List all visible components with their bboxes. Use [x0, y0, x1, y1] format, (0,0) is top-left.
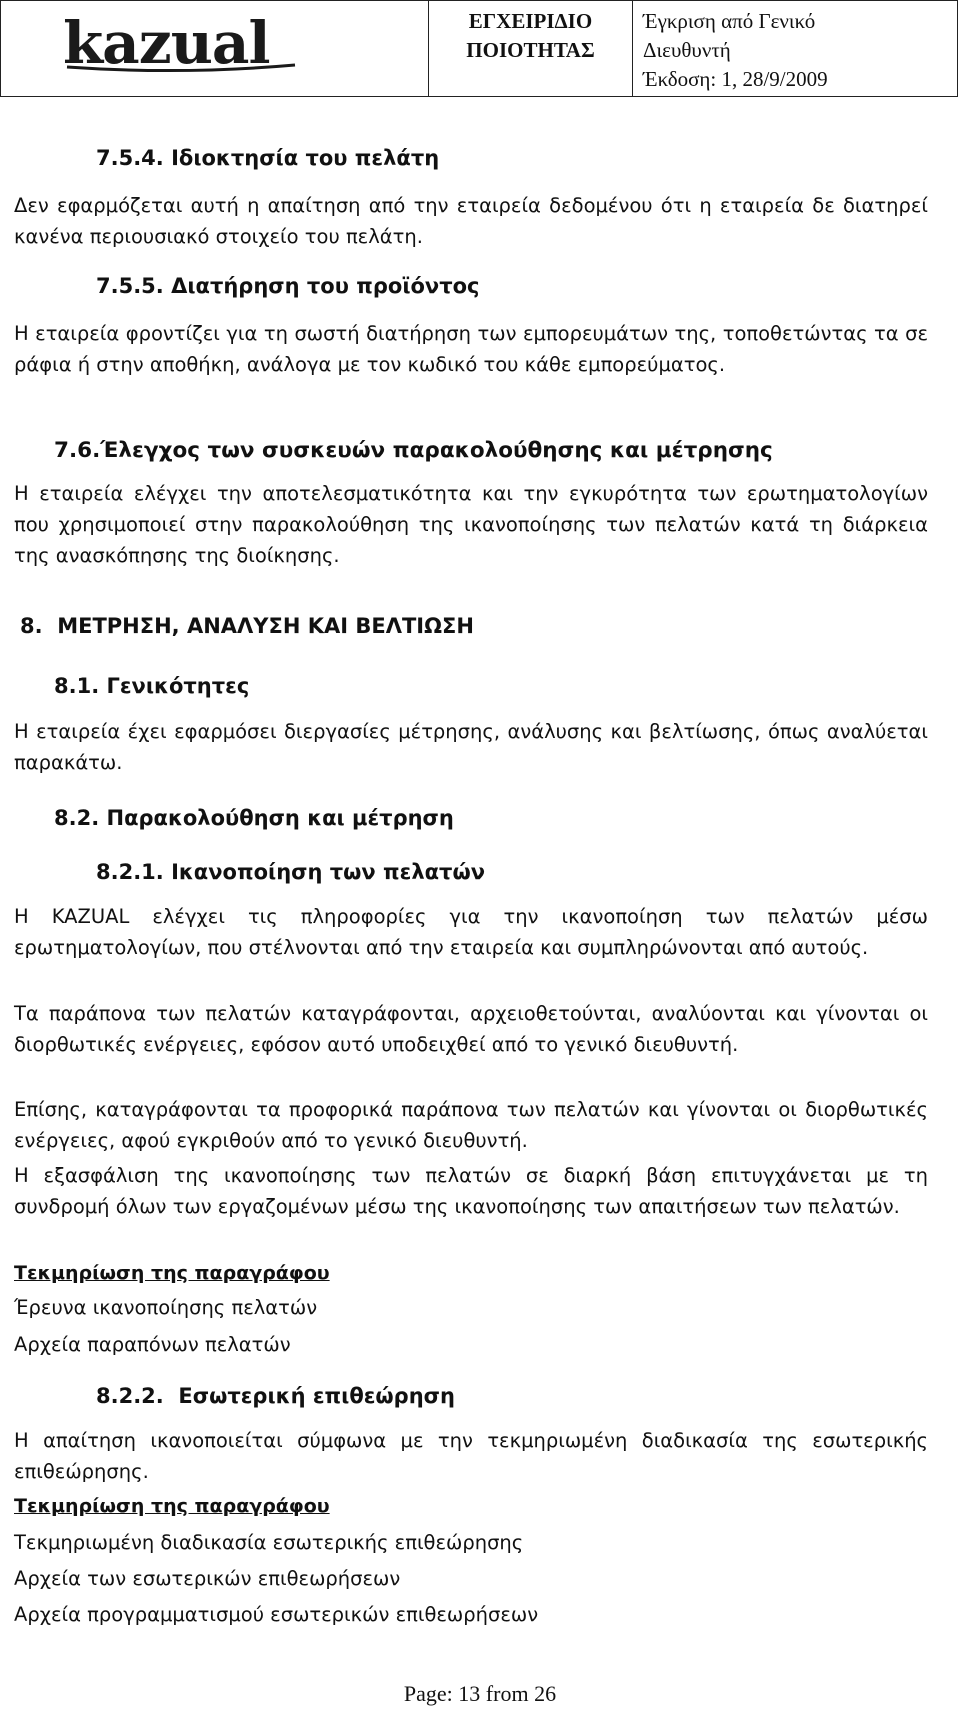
- logo-cell: [1, 1, 429, 96]
- document-header: [0, 0, 958, 97]
- paragraph-8-2-1-1: Η KAZUAL ελέγχει τις πληροφορίες για την ικανοποίηση των πελατών μέσω ερωτηματολογίων, που στέλνονται από την εταιρεία και συμπληρώνονται από αυτούς.: [14, 905, 928, 959]
- documentation-item: Αρχεία των εσωτερικών επιθεωρήσεων: [14, 1567, 401, 1590]
- doc-title-cell: [429, 1, 633, 96]
- edition: Έκδοση: 1, 28/9/2009: [643, 67, 828, 91]
- paragraph-8-2-1-4: Η εξασφάλιση της ικανοποίησης των πελατών σε διαρκή βάση επιτυγχάνεται με τη συνδρομή όλων των εργαζομένων μέσω της ικανοποίησης των απαιτήσεων των πελατών.: [14, 1164, 928, 1218]
- documentation-item: Αρχεία προγραμματισμού εσωτερικών επιθεωρήσεων: [14, 1603, 539, 1626]
- approval-cell: [633, 1, 957, 96]
- doc-title-line2: ΠΟΙΟΤΗΤΑΣ: [466, 38, 595, 62]
- documentation-item: Τεκμηριωμένη διαδικασία εσωτερικής επιθεώρησης: [14, 1531, 524, 1554]
- paragraph-7-5-5: Η εταιρεία φροντίζει για τη σωστή διατήρηση των εμπορευμάτων της, τοποθετώντας τα σε ράφια ή στην αποθήκη, ανάλογα με τον κωδικό του κάθε εμπορεύματος.: [14, 322, 928, 376]
- heading-8-2: 8.2. Παρακολούθηση και μέτρηση: [54, 806, 454, 830]
- documentation-item: Έρευνα ικανοποίησης πελατών: [14, 1296, 318, 1319]
- paragraph-8-2-1-2: Τα παράπονα των πελατών καταγράφονται, αρχειοθετούνται, αναλύονται και γίνονται οι διορθωτικές ενέργειες, εφόσον αυτό υποδειχθεί από το γενικό διευθυντή.: [14, 1002, 928, 1056]
- paragraph-7-5-4: Δεν εφαρμόζεται αυτή η απαίτηση από την εταιρεία δεδομένου ότι η εταιρεία δε διατηρεί κανένα περιουσιακό στοιχείο του πελάτη.: [14, 194, 928, 248]
- documentation-heading-8-2-1: Τεκμηρίωση της παραγράφου: [14, 1262, 330, 1284]
- doc-title-line1: ΕΓΧΕΙΡΙΔΙΟ: [468, 9, 593, 33]
- heading-8-2-1: 8.2.1. Ικανοποίηση των πελατών: [96, 860, 486, 884]
- heading-7-5-5: 7.5.5. Διατήρηση του προϊόντος: [96, 274, 480, 298]
- heading-8-1: 8.1. Γενικότητες: [54, 674, 250, 698]
- paragraph-7-6: Η εταιρεία ελέγχει την αποτελεσματικότητα και την εγκυρότητα των ερωτηματολογίων που χρησιμοποιεί στην παρακολούθηση της ικανοποίησης των πελατών κατά τη διάρκεια της ανασκόπησης της διοίκησης.: [14, 482, 928, 567]
- heading-7-5-4: 7.5.4. Ιδιοκτησία του πελάτη: [96, 146, 440, 170]
- paragraph-8-2-1-3: Επίσης, καταγράφονται τα προφορικά παράπονα των πελατών και γίνονται οι διορθωτικές ενέργειες, αφού εγκριθούν από το γενικό διευθυντή.: [14, 1098, 928, 1152]
- documentation-item: Αρχεία παραπόνων πελατών: [14, 1333, 291, 1356]
- documentation-heading-8-2-2: Τεκμηρίωση της παραγράφου: [14, 1495, 330, 1517]
- approval-line1: Έγκριση από Γενικό: [643, 9, 816, 33]
- page-number: Page: 13 from 26: [403, 1681, 557, 1706]
- kazual-logo: [61, 9, 301, 73]
- heading-8: 8. ΜΕΤΡΗΣΗ, ΑΝΑΛΥΣΗ ΚΑΙ ΒΕΛΤΙΩΣΗ: [20, 614, 474, 638]
- paragraph-8-1: Η εταιρεία έχει εφαρμόσει διεργασίες μέτρησης, ανάλυσης και βελτίωσης, όπως αναλύεται παρακάτω.: [14, 720, 928, 774]
- paragraph-8-2-2: Η απαίτηση ικανοποιείται σύμφωνα με την τεκμηριωμένη διαδικασία της εσωτερικής επιθεώρησης.: [14, 1429, 928, 1483]
- heading-7-6: 7.6.Έλεγχος των συσκευών παρακολούθησης και μέτρησης: [54, 438, 773, 463]
- heading-8-2-2: 8.2.2. Εσωτερική επιθεώρηση: [96, 1384, 455, 1408]
- svg-text:kazual: kazual: [63, 9, 270, 73]
- approval-line2: Διευθυντή: [643, 38, 731, 62]
